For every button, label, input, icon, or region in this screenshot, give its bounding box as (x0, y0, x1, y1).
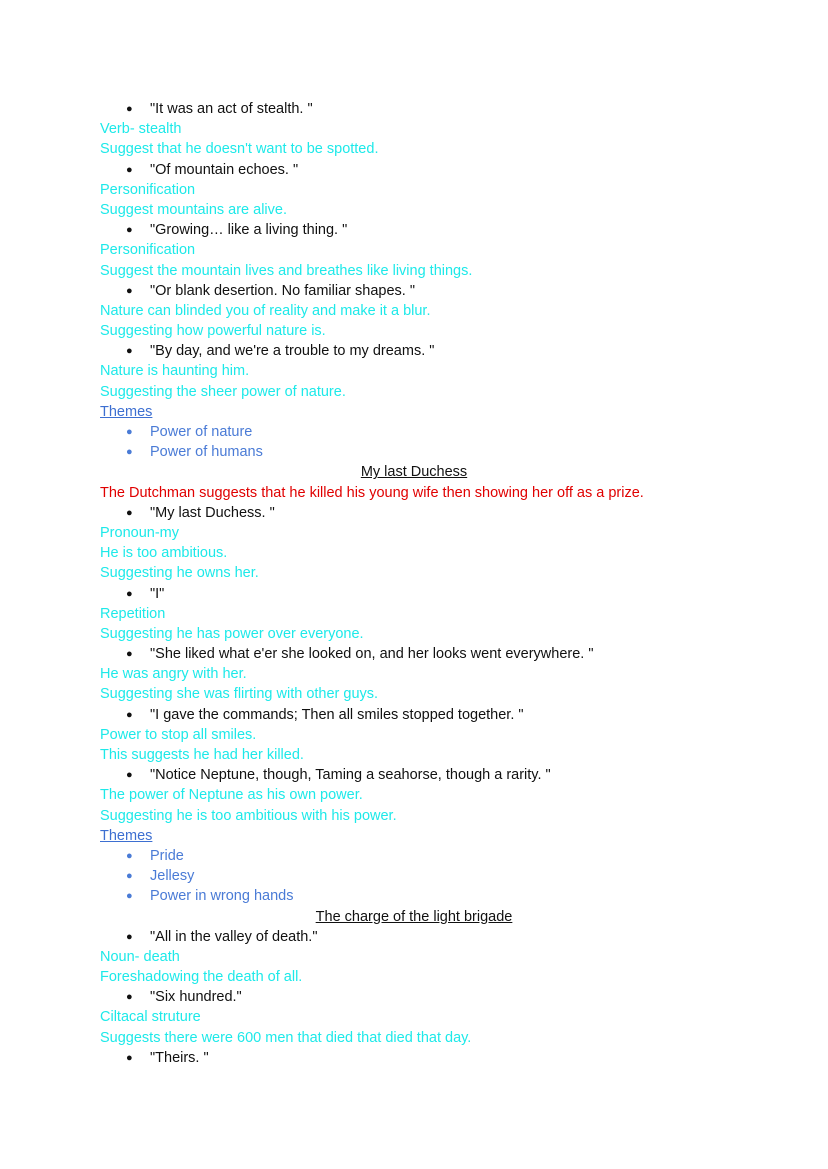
document-page (0, 99, 828, 1068)
theme-bullet-item (0, 886, 828, 906)
quote-bullet-item (0, 644, 828, 664)
line-text: Power to stop all smiles. (100, 726, 257, 743)
theme-bullet-item (0, 442, 828, 462)
line-text: Nature is haunting him. (100, 363, 250, 380)
quote-bullet-item (0, 765, 828, 785)
black-dot-icon: ● (126, 587, 133, 600)
black-dot-icon: ● (126, 345, 133, 358)
line-text: Suggesting the sheer power of nature. (100, 383, 346, 400)
poem-summary (0, 483, 828, 503)
line-text: Foreshadowing the death of all. (100, 969, 303, 986)
quote-text: "Theirs. " (150, 1049, 209, 1066)
quote-text: "She liked what e'er she looked on, and her looks went everywhere. " (150, 646, 594, 663)
line-text: Suggesting he is too ambitious with his power. (100, 807, 397, 824)
line-text: He was angry with her. (100, 666, 247, 683)
quote-text: "I" (150, 585, 165, 602)
analysis-note (0, 139, 828, 159)
theme-text: Jellesy (150, 868, 195, 885)
blue-dot-icon: ● (126, 870, 133, 883)
quote-text: "Of mountain echoes. " (150, 161, 299, 178)
black-dot-icon: ● (126, 769, 133, 782)
line-text: Suggest the mountain lives and breathes like living things. (100, 262, 473, 279)
black-dot-icon: ● (126, 163, 133, 176)
quote-text: "By day, and we're a trouble to my dreams. " (150, 343, 435, 360)
line-text: Suggesting she was flirting with other guys. (100, 686, 379, 703)
quote-text: "Notice Neptune, though, Taming a seahorse, though a rarity. " (150, 767, 551, 784)
analysis-note (0, 321, 828, 341)
theme-text: Power of humans (150, 444, 263, 461)
line-text: Personification (100, 181, 196, 198)
line-text: Suggesting he owns her. (100, 565, 259, 582)
theme-bullet-item (0, 866, 828, 886)
theme-text: Pride (150, 847, 184, 864)
black-dot-icon: ● (126, 224, 133, 237)
quote-bullet-item (0, 987, 828, 1007)
poem-title (0, 462, 828, 482)
line-text: Personification (100, 242, 196, 259)
line-text: Suggesting he has power over everyone. (100, 625, 364, 642)
line-text: Nature can blinded you of reality and make it a blur. (100, 302, 431, 319)
quote-text: "Or blank desertion. No familiar shapes. " (150, 282, 415, 299)
line-text: Suggests there were 600 men that died that died that day. (100, 1029, 472, 1046)
poem-title (0, 907, 828, 927)
blue-dot-icon: ● (126, 446, 133, 459)
themes-heading (0, 826, 828, 846)
analysis-note (0, 947, 828, 967)
line-text: Ciltacal struture (100, 1009, 201, 1026)
analysis-note (0, 523, 828, 543)
quote-text: "Six hundred." (150, 989, 242, 1006)
analysis-note (0, 261, 828, 281)
themes-heading (0, 402, 828, 422)
line-text: Themes (100, 403, 153, 420)
analysis-note (0, 180, 828, 200)
quote-text: "I gave the commands; Then all smiles stopped together. " (150, 706, 524, 723)
analysis-note (0, 624, 828, 644)
black-dot-icon: ● (126, 1051, 133, 1064)
theme-bullet-item (0, 422, 828, 442)
quote-bullet-item (0, 1048, 828, 1068)
line-text: The charge of the light brigade (315, 908, 513, 925)
analysis-note (0, 240, 828, 260)
black-dot-icon: ● (126, 506, 133, 519)
blue-dot-icon: ● (126, 890, 133, 903)
analysis-note (0, 543, 828, 563)
black-dot-icon: ● (126, 930, 133, 943)
quote-text: "All in the valley of death." (150, 928, 318, 945)
quote-bullet-item (0, 220, 828, 240)
analysis-note (0, 1028, 828, 1048)
quote-bullet-item (0, 341, 828, 361)
line-text: Suggest mountains are alive. (100, 201, 287, 218)
line-text: Suggest that he doesn't want to be spotted. (100, 141, 379, 158)
black-dot-icon: ● (126, 708, 133, 721)
analysis-note (0, 967, 828, 987)
quote-bullet-item (0, 99, 828, 119)
analysis-note (0, 806, 828, 826)
line-text: Repetition (100, 605, 166, 622)
quote-text: "It was an act of stealth. " (150, 101, 313, 117)
analysis-note (0, 684, 828, 704)
line-text: The power of Neptune as his own power. (100, 787, 363, 804)
analysis-note (0, 200, 828, 220)
black-dot-icon: ● (126, 284, 133, 297)
black-dot-icon: ● (126, 648, 133, 661)
theme-text: Power of nature (150, 424, 253, 440)
quote-bullet-item (0, 584, 828, 604)
theme-text: Power in wrong hands (150, 888, 294, 905)
line-text: The Dutchman suggests that he killed his young wife then showing her off as a prize. (100, 484, 644, 501)
analysis-note (0, 382, 828, 402)
analysis-note (0, 301, 828, 321)
blue-dot-icon: ● (126, 426, 133, 438)
quote-text: "My last Duchess. " (150, 504, 275, 521)
analysis-note (0, 785, 828, 805)
line-text: Verb- stealth (100, 121, 182, 138)
quote-bullet-item (0, 281, 828, 301)
analysis-note (0, 745, 828, 765)
line-text: Themes (100, 827, 153, 844)
line-text: He is too ambitious. (100, 545, 228, 562)
line-text: Pronoun-my (100, 524, 179, 541)
analysis-note (0, 361, 828, 381)
blue-dot-icon: ● (126, 849, 133, 862)
quote-text: "Growing… like a living thing. " (150, 222, 348, 239)
analysis-note (0, 119, 828, 139)
quote-bullet-item (0, 503, 828, 523)
quote-bullet-item (0, 160, 828, 180)
analysis-note (0, 664, 828, 684)
theme-bullet-item (0, 846, 828, 866)
line-text: Suggesting how powerful nature is. (100, 323, 326, 340)
black-dot-icon: ● (126, 103, 133, 115)
black-dot-icon: ● (126, 991, 133, 1004)
line-text: My last Duchess (360, 464, 468, 481)
line-text: Noun- death (100, 948, 180, 965)
quote-bullet-item (0, 927, 828, 947)
line-text: This suggests he had her killed. (100, 747, 304, 763)
analysis-note (0, 725, 828, 745)
quote-bullet-item (0, 705, 828, 725)
analysis-note (0, 1007, 828, 1027)
analysis-note (0, 604, 828, 624)
analysis-note (0, 563, 828, 583)
